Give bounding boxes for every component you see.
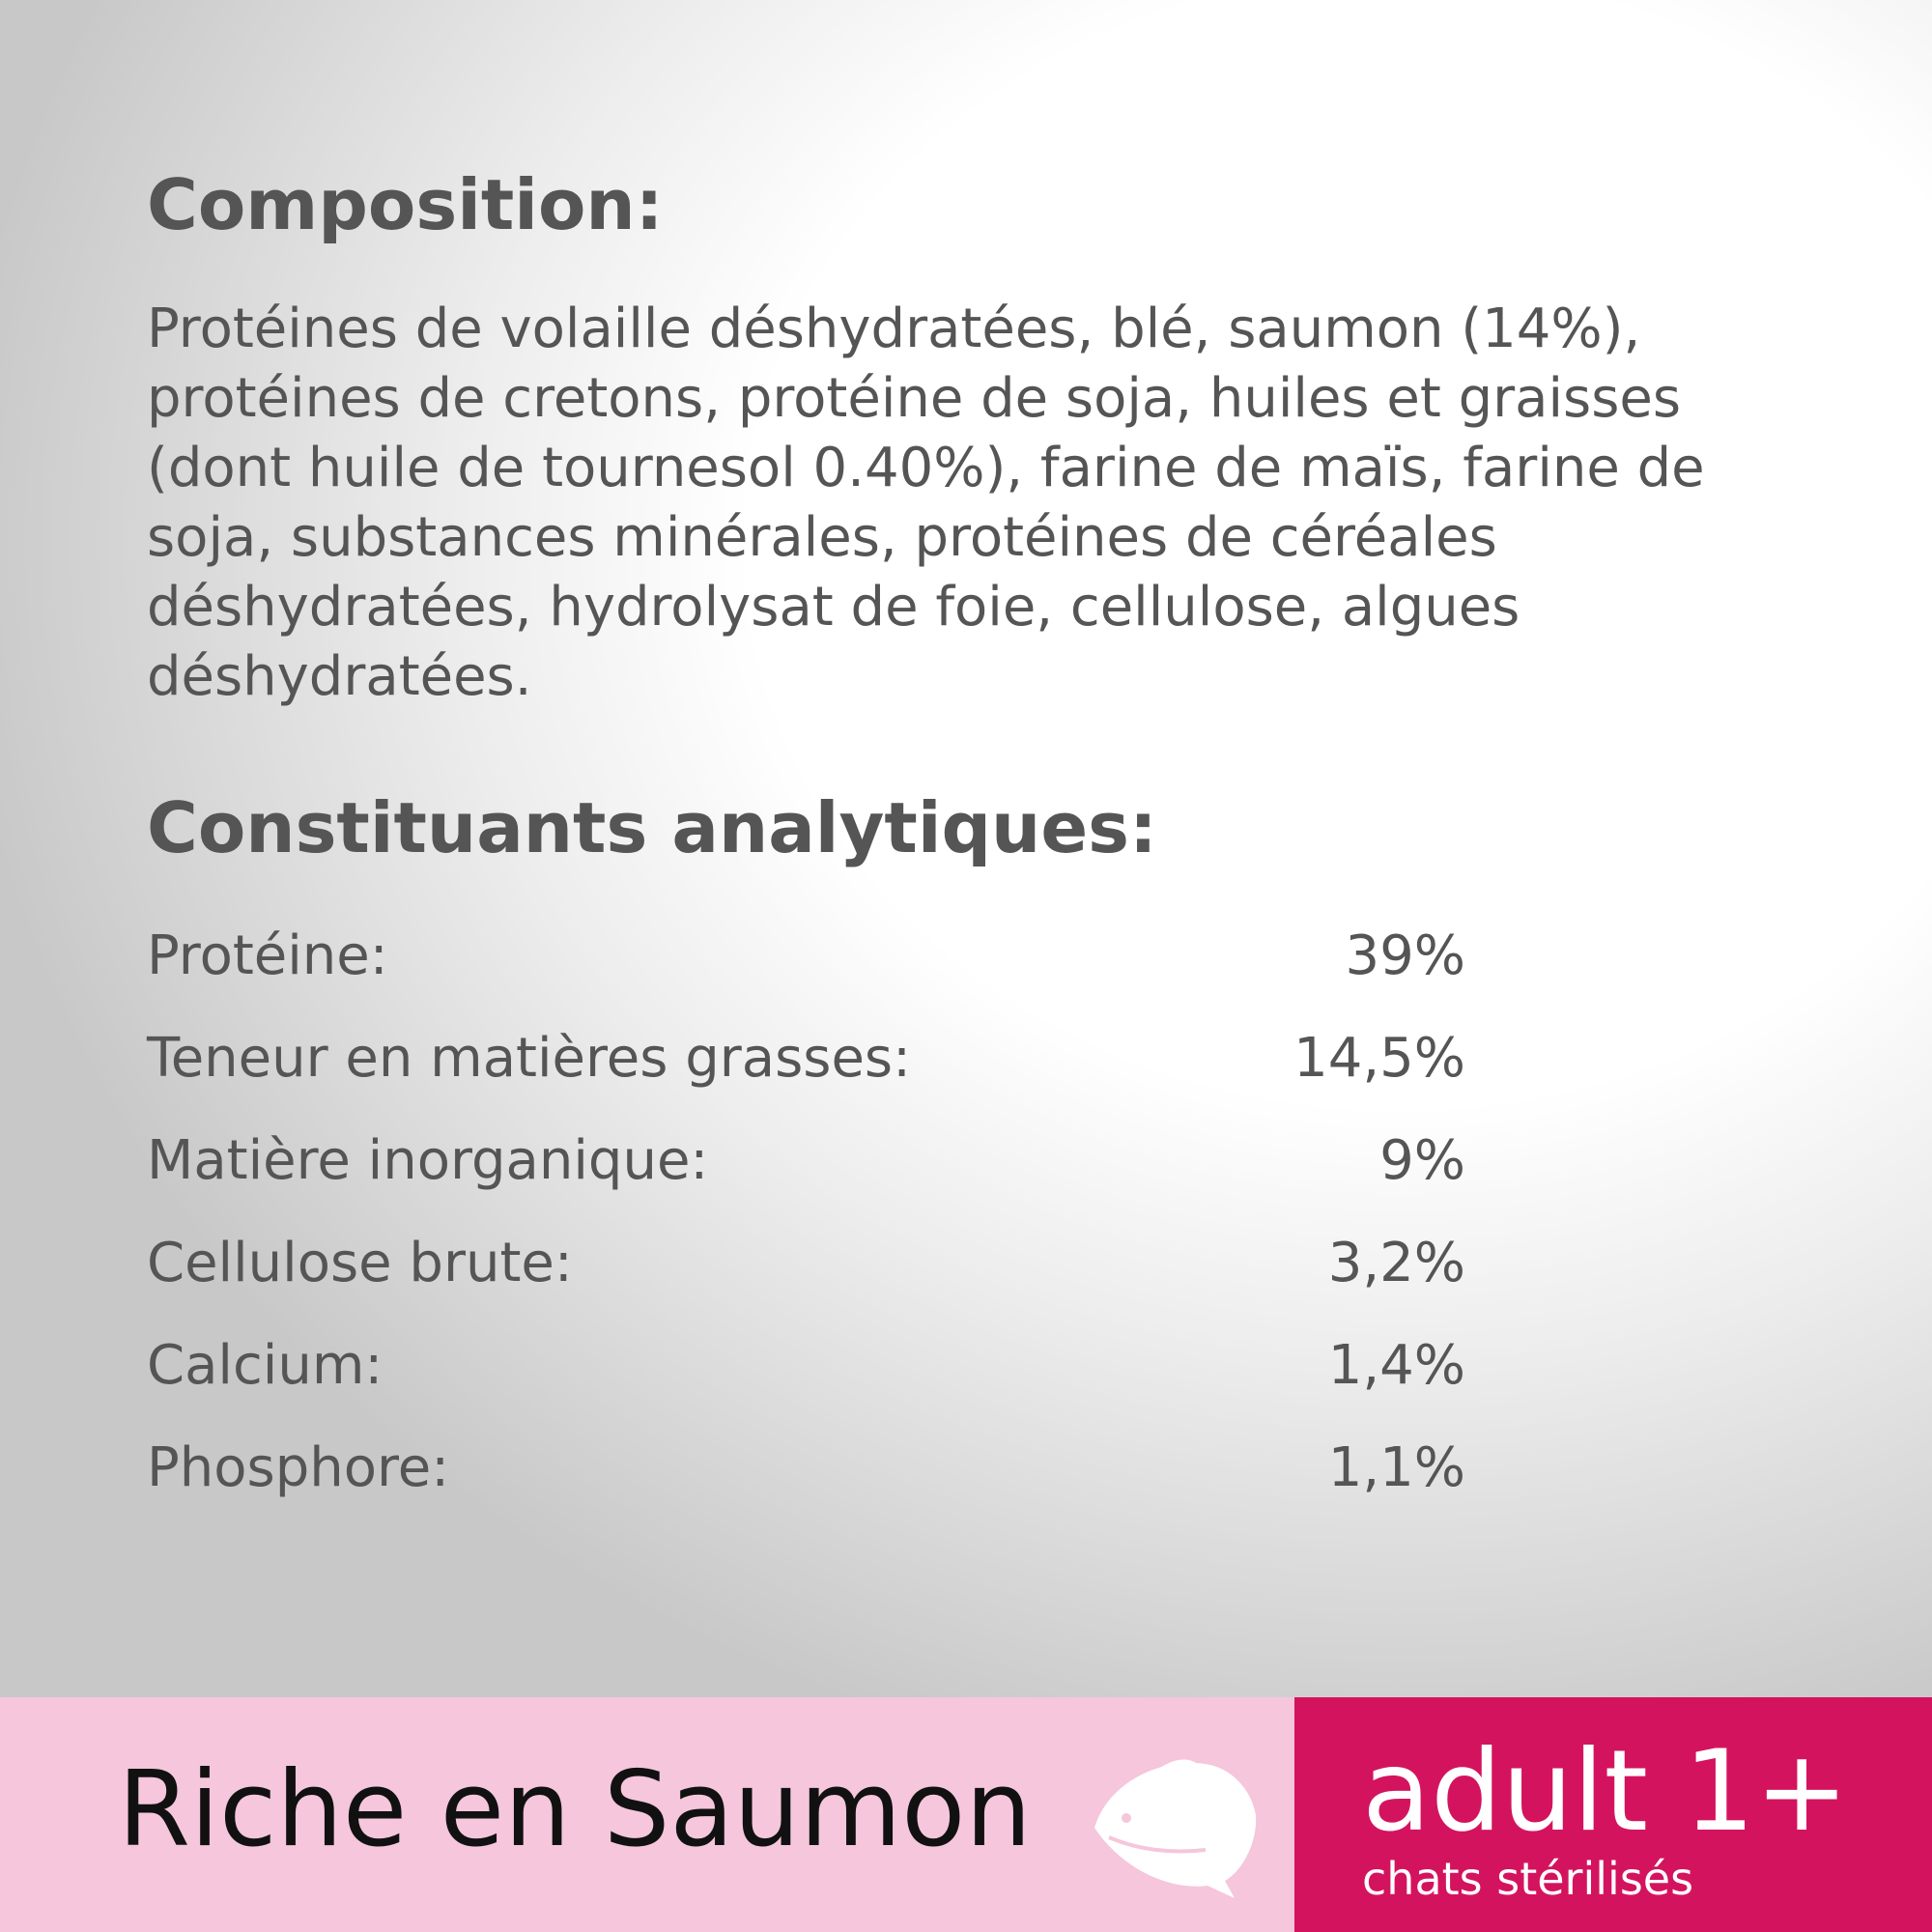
age-banner — [1294, 1697, 1932, 1932]
fish-icon — [1080, 1736, 1273, 1900]
row-label: Cellulose brute: — [147, 1232, 573, 1294]
row-label: Teneur en matières grasses: — [147, 1027, 911, 1090]
age-label: adult 1+ — [1362, 1726, 1849, 1857]
row-label: Matière inorganique: — [147, 1129, 709, 1192]
analytical-table — [147, 918, 1465, 1532]
analytical-heading: Constituants analytiques: — [147, 787, 1157, 868]
table-row — [147, 1430, 1465, 1532]
row-value: 14,5% — [1293, 1027, 1465, 1090]
table-row — [147, 918, 1465, 1020]
row-value: 9% — [1379, 1129, 1465, 1192]
row-value: 1,1% — [1327, 1436, 1465, 1499]
table-row — [147, 1225, 1465, 1327]
table-row — [147, 1020, 1465, 1122]
row-label: Calcium: — [147, 1334, 384, 1397]
row-value: 3,2% — [1327, 1232, 1465, 1294]
composition-heading: Composition: — [147, 164, 664, 245]
row-label: Phosphore: — [147, 1436, 450, 1499]
flavor-title: Riche en Saumon — [118, 1749, 1032, 1870]
target-subtitle: chats stérilisés — [1362, 1853, 1694, 1905]
row-label: Protéine: — [147, 924, 388, 987]
table-row — [147, 1327, 1465, 1430]
table-row — [147, 1122, 1465, 1225]
composition-text: Protéines de volaille déshydratées, blé, saumon (14%), protéines de cretons, protéine de soja, huiles et graisses (dont huile de tournesol 0.40%), farine de maïs, farine de soja, substances minérales, protéines de céréales déshydratées, hydrolysat de foie, cellulose, algues déshydratées. — [147, 298, 1705, 708]
flavor-banner — [0, 1697, 1294, 1932]
row-value: 39% — [1345, 924, 1465, 987]
row-value: 1,4% — [1327, 1334, 1465, 1397]
